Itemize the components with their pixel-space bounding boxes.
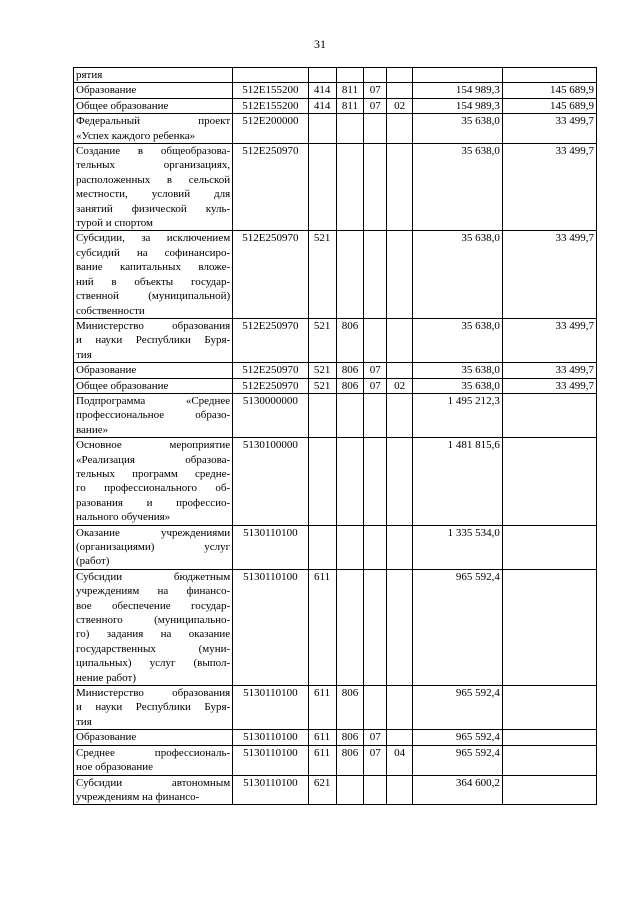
cell-amount-year-1: 1 481 815,6 [412,438,502,525]
table-row [74,569,597,685]
table-row [74,393,597,437]
cell-expense-type: 611 [308,730,336,745]
cell-target-code: 5130000000 [233,393,308,437]
cell-amount-year-1: 35 638,0 [412,378,502,393]
cell-amount-year-2 [502,775,596,805]
cell-administrator-code [336,775,364,805]
cell-section: 07 [364,98,387,113]
cell-subsection [387,68,413,83]
cell-section [364,525,387,569]
cell-subsection [387,144,413,231]
cell-target-code: 5130110100 [233,686,308,730]
item-name-line: Общее образование [76,379,169,392]
item-name-line: местности, условий для [76,188,231,201]
cell-section: 07 [364,363,387,378]
cell-amount-year-1: 364 600,2 [412,775,502,805]
cell-target-code: 512E250970 [233,378,308,393]
cell-section [364,775,387,805]
item-name-line: Оказание учреждениями [76,526,231,539]
cell-administrator-code: 806 [336,730,364,745]
cell-target-code: 512E155200 [233,83,308,98]
item-name-line: Образование [76,731,137,744]
cell-amount-year-2: 33 499,7 [502,144,596,231]
cell-amount-year-1: 965 592,4 [412,730,502,745]
item-name-line: вание» [76,423,109,436]
table-row [74,114,597,144]
item-name-line: ственного (муниципально- [76,614,231,627]
cell-expense-type: 611 [308,745,336,775]
table-row [74,686,597,730]
item-name-line: нение работ) [76,671,136,684]
cell-item-name [74,378,233,393]
cell-section: 07 [364,745,387,775]
cell-section [364,569,387,685]
cell-section [364,114,387,144]
cell-subsection [387,83,413,98]
cell-target-code: 5130110100 [233,730,308,745]
cell-section [364,438,387,525]
cell-target-code: 512E250970 [233,144,308,231]
cell-section [364,393,387,437]
item-name-line: Федеральный проект [76,115,231,128]
item-name-line: расположенных в сельской [76,173,231,186]
cell-subsection: 02 [387,98,413,113]
cell-target-code: 5130110100 [233,525,308,569]
cell-expense-type: 621 [308,775,336,805]
item-name-line: Общее образование [76,99,169,112]
item-name-line: тия [76,348,92,361]
cell-expense-type [308,144,336,231]
item-name-line: (работ) [76,555,110,568]
cell-administrator-code [336,231,364,318]
item-name-line: рятия [76,69,103,81]
item-name-line: турой и спортом [76,217,153,230]
item-name-line: Подпрограмма «Среднее [76,394,231,407]
table-row [74,775,597,805]
cell-administrator-code [336,68,364,83]
cell-amount-year-1: 1 495 212,3 [412,393,502,437]
cell-target-code: 512E250970 [233,231,308,318]
item-name-line: и науки Республики Буря- [76,701,231,714]
cell-amount-year-2: 33 499,7 [502,231,596,318]
item-name-line: Среднее профессиональ- [76,746,231,759]
cell-item-name [74,144,233,231]
item-name-line: учреждениям на финансо- [76,790,200,803]
item-name-line: го) задания на оказание [76,628,231,641]
item-name-line: субсидий на софинансиро- [76,246,231,259]
cell-amount-year-2: 33 499,7 [502,318,596,362]
table-row [74,363,597,378]
cell-item-name [74,569,233,685]
table-row [74,525,597,569]
cell-administrator-code: 806 [336,378,364,393]
cell-administrator-code [336,525,364,569]
cell-target-code: 512E155200 [233,98,308,113]
item-name-line: занятий физической куль- [76,202,231,215]
cell-expense-type: 611 [308,686,336,730]
cell-amount-year-2: 33 499,7 [502,378,596,393]
cell-amount-year-2 [502,686,596,730]
cell-item-name [74,686,233,730]
cell-amount-year-2: 145 689,9 [502,83,596,98]
table-row [74,144,597,231]
cell-subsection: 04 [387,745,413,775]
cell-amount-year-1: 35 638,0 [412,363,502,378]
item-name-line: Образование [76,84,137,97]
cell-target-code: 512E250970 [233,363,308,378]
cell-section [364,231,387,318]
item-name-line: Субсидии автономным [76,776,231,789]
cell-subsection: 02 [387,378,413,393]
cell-target-code: 5130110100 [233,569,308,685]
cell-administrator-code [336,114,364,144]
item-name-line: ственной (муниципальной) [76,290,231,303]
cell-expense-type: 521 [308,363,336,378]
cell-item-name [74,318,233,362]
table-row [74,438,597,525]
item-name-line: учреждениям на финансо- [76,585,231,598]
item-name-line: собственности [76,304,145,317]
item-name-line: и науки Республики Буря- [76,334,231,347]
item-name-line: профессиональное образо- [76,409,231,422]
cell-expense-type: 521 [308,231,336,318]
cell-administrator-code [336,438,364,525]
cell-administrator-code [336,144,364,231]
cell-subsection [387,525,413,569]
cell-amount-year-2 [502,393,596,437]
cell-item-name [74,393,233,437]
item-name-line: Субсидии, за исключением [76,232,231,245]
cell-section [364,686,387,730]
cell-expense-type: 521 [308,378,336,393]
item-name-line: Министерство образования [76,687,231,700]
item-name-line: «Реализация образова- [76,453,231,466]
cell-target-code: 5130110100 [233,745,308,775]
cell-administrator-code: 806 [336,745,364,775]
item-name-line: тия [76,715,92,728]
cell-target-code: 512E250970 [233,318,308,362]
cell-section: 07 [364,730,387,745]
cell-section [364,144,387,231]
cell-expense-type: 521 [308,318,336,362]
cell-amount-year-1: 965 592,4 [412,745,502,775]
cell-administrator-code: 806 [336,686,364,730]
cell-expense-type [308,114,336,144]
cell-item-name [74,68,233,83]
cell-item-name [74,363,233,378]
cell-target-code: 5130110100 [233,775,308,805]
cell-amount-year-2: 145 689,9 [502,98,596,113]
cell-subsection [387,438,413,525]
cell-item-name [74,114,233,144]
cell-section [364,318,387,362]
cell-target-code: 512E200000 [233,114,308,144]
cell-subsection [387,730,413,745]
cell-amount-year-2 [502,730,596,745]
item-name-line: ципальных) услуг (выпол- [76,657,231,670]
cell-amount-year-2: 33 499,7 [502,363,596,378]
cell-expense-type [308,393,336,437]
cell-administrator-code: 806 [336,318,364,362]
cell-subsection [387,393,413,437]
cell-item-name [74,775,233,805]
budget-table-body [74,68,597,805]
cell-subsection [387,775,413,805]
item-name-line: «Успех каждого ребенка» [76,129,196,142]
cell-subsection [387,318,413,362]
cell-expense-type [308,438,336,525]
cell-section [364,68,387,83]
cell-amount-year-1: 35 638,0 [412,114,502,144]
cell-target-code: 5130100000 [233,438,308,525]
item-name-line: Министерство образования [76,319,231,332]
item-name-line: тельных программ средне- [76,467,231,480]
budget-table [73,67,597,805]
item-name-line: вание капитальных вложе- [76,261,231,274]
item-name-line: Основное мероприятие [76,439,231,452]
item-name-line: разования и профессио- [76,496,231,509]
item-name-line: го профессионального об- [76,482,231,495]
cell-amount-year-2 [502,68,596,83]
cell-amount-year-1: 35 638,0 [412,231,502,318]
cell-amount-year-2 [502,745,596,775]
cell-amount-year-2 [502,438,596,525]
cell-amount-year-2 [502,569,596,685]
cell-subsection [387,569,413,685]
cell-subsection [387,363,413,378]
cell-amount-year-1 [412,68,502,83]
item-name-line: нального обучения» [76,511,171,524]
cell-amount-year-1: 965 592,4 [412,569,502,685]
table-row [74,231,597,318]
cell-expense-type [308,525,336,569]
page-number: 31 [314,37,326,51]
table-row [74,730,597,745]
cell-expense-type: 611 [308,569,336,685]
cell-administrator-code: 811 [336,98,364,113]
cell-item-name [74,231,233,318]
cell-expense-type: 414 [308,83,336,98]
cell-item-name [74,745,233,775]
cell-item-name [74,438,233,525]
cell-section: 07 [364,83,387,98]
item-name-line: Образование [76,364,137,377]
cell-expense-type [308,68,336,83]
item-name-line: Создание в общеобразова- [76,145,231,158]
cell-administrator-code: 806 [336,363,364,378]
cell-amount-year-1: 35 638,0 [412,318,502,362]
cell-subsection [387,231,413,318]
cell-administrator-code [336,393,364,437]
cell-amount-year-1: 35 638,0 [412,144,502,231]
cell-item-name [74,83,233,98]
item-name-line: ний в объекты государ- [76,275,231,288]
cell-subsection [387,686,413,730]
table-row [74,83,597,98]
item-name-line: ное образование [76,761,153,774]
cell-administrator-code [336,569,364,685]
cell-subsection [387,114,413,144]
cell-item-name [74,730,233,745]
cell-amount-year-2: 33 499,7 [502,114,596,144]
cell-item-name [74,98,233,113]
cell-amount-year-1: 154 989,3 [412,98,502,113]
item-name-line: вое обеспечение государ- [76,599,231,612]
item-name-line: (организациями) услуг [76,541,231,553]
table-row [74,745,597,775]
cell-amount-year-1: 1 335 534,0 [412,525,502,569]
cell-amount-year-1: 154 989,3 [412,83,502,98]
cell-expense-type: 414 [308,98,336,113]
table-row [74,318,597,362]
table-row [74,68,597,83]
cell-item-name [74,525,233,569]
table-row [74,98,597,113]
item-name-line: тельных организациях, [76,159,231,172]
cell-amount-year-1: 965 592,4 [412,686,502,730]
cell-amount-year-2 [502,525,596,569]
table-row [74,378,597,393]
item-name-line: государственных (муни- [76,642,231,655]
cell-target-code [233,68,308,83]
item-name-line: Субсидии бюджетным [76,570,231,583]
cell-administrator-code: 811 [336,83,364,98]
cell-section: 07 [364,378,387,393]
